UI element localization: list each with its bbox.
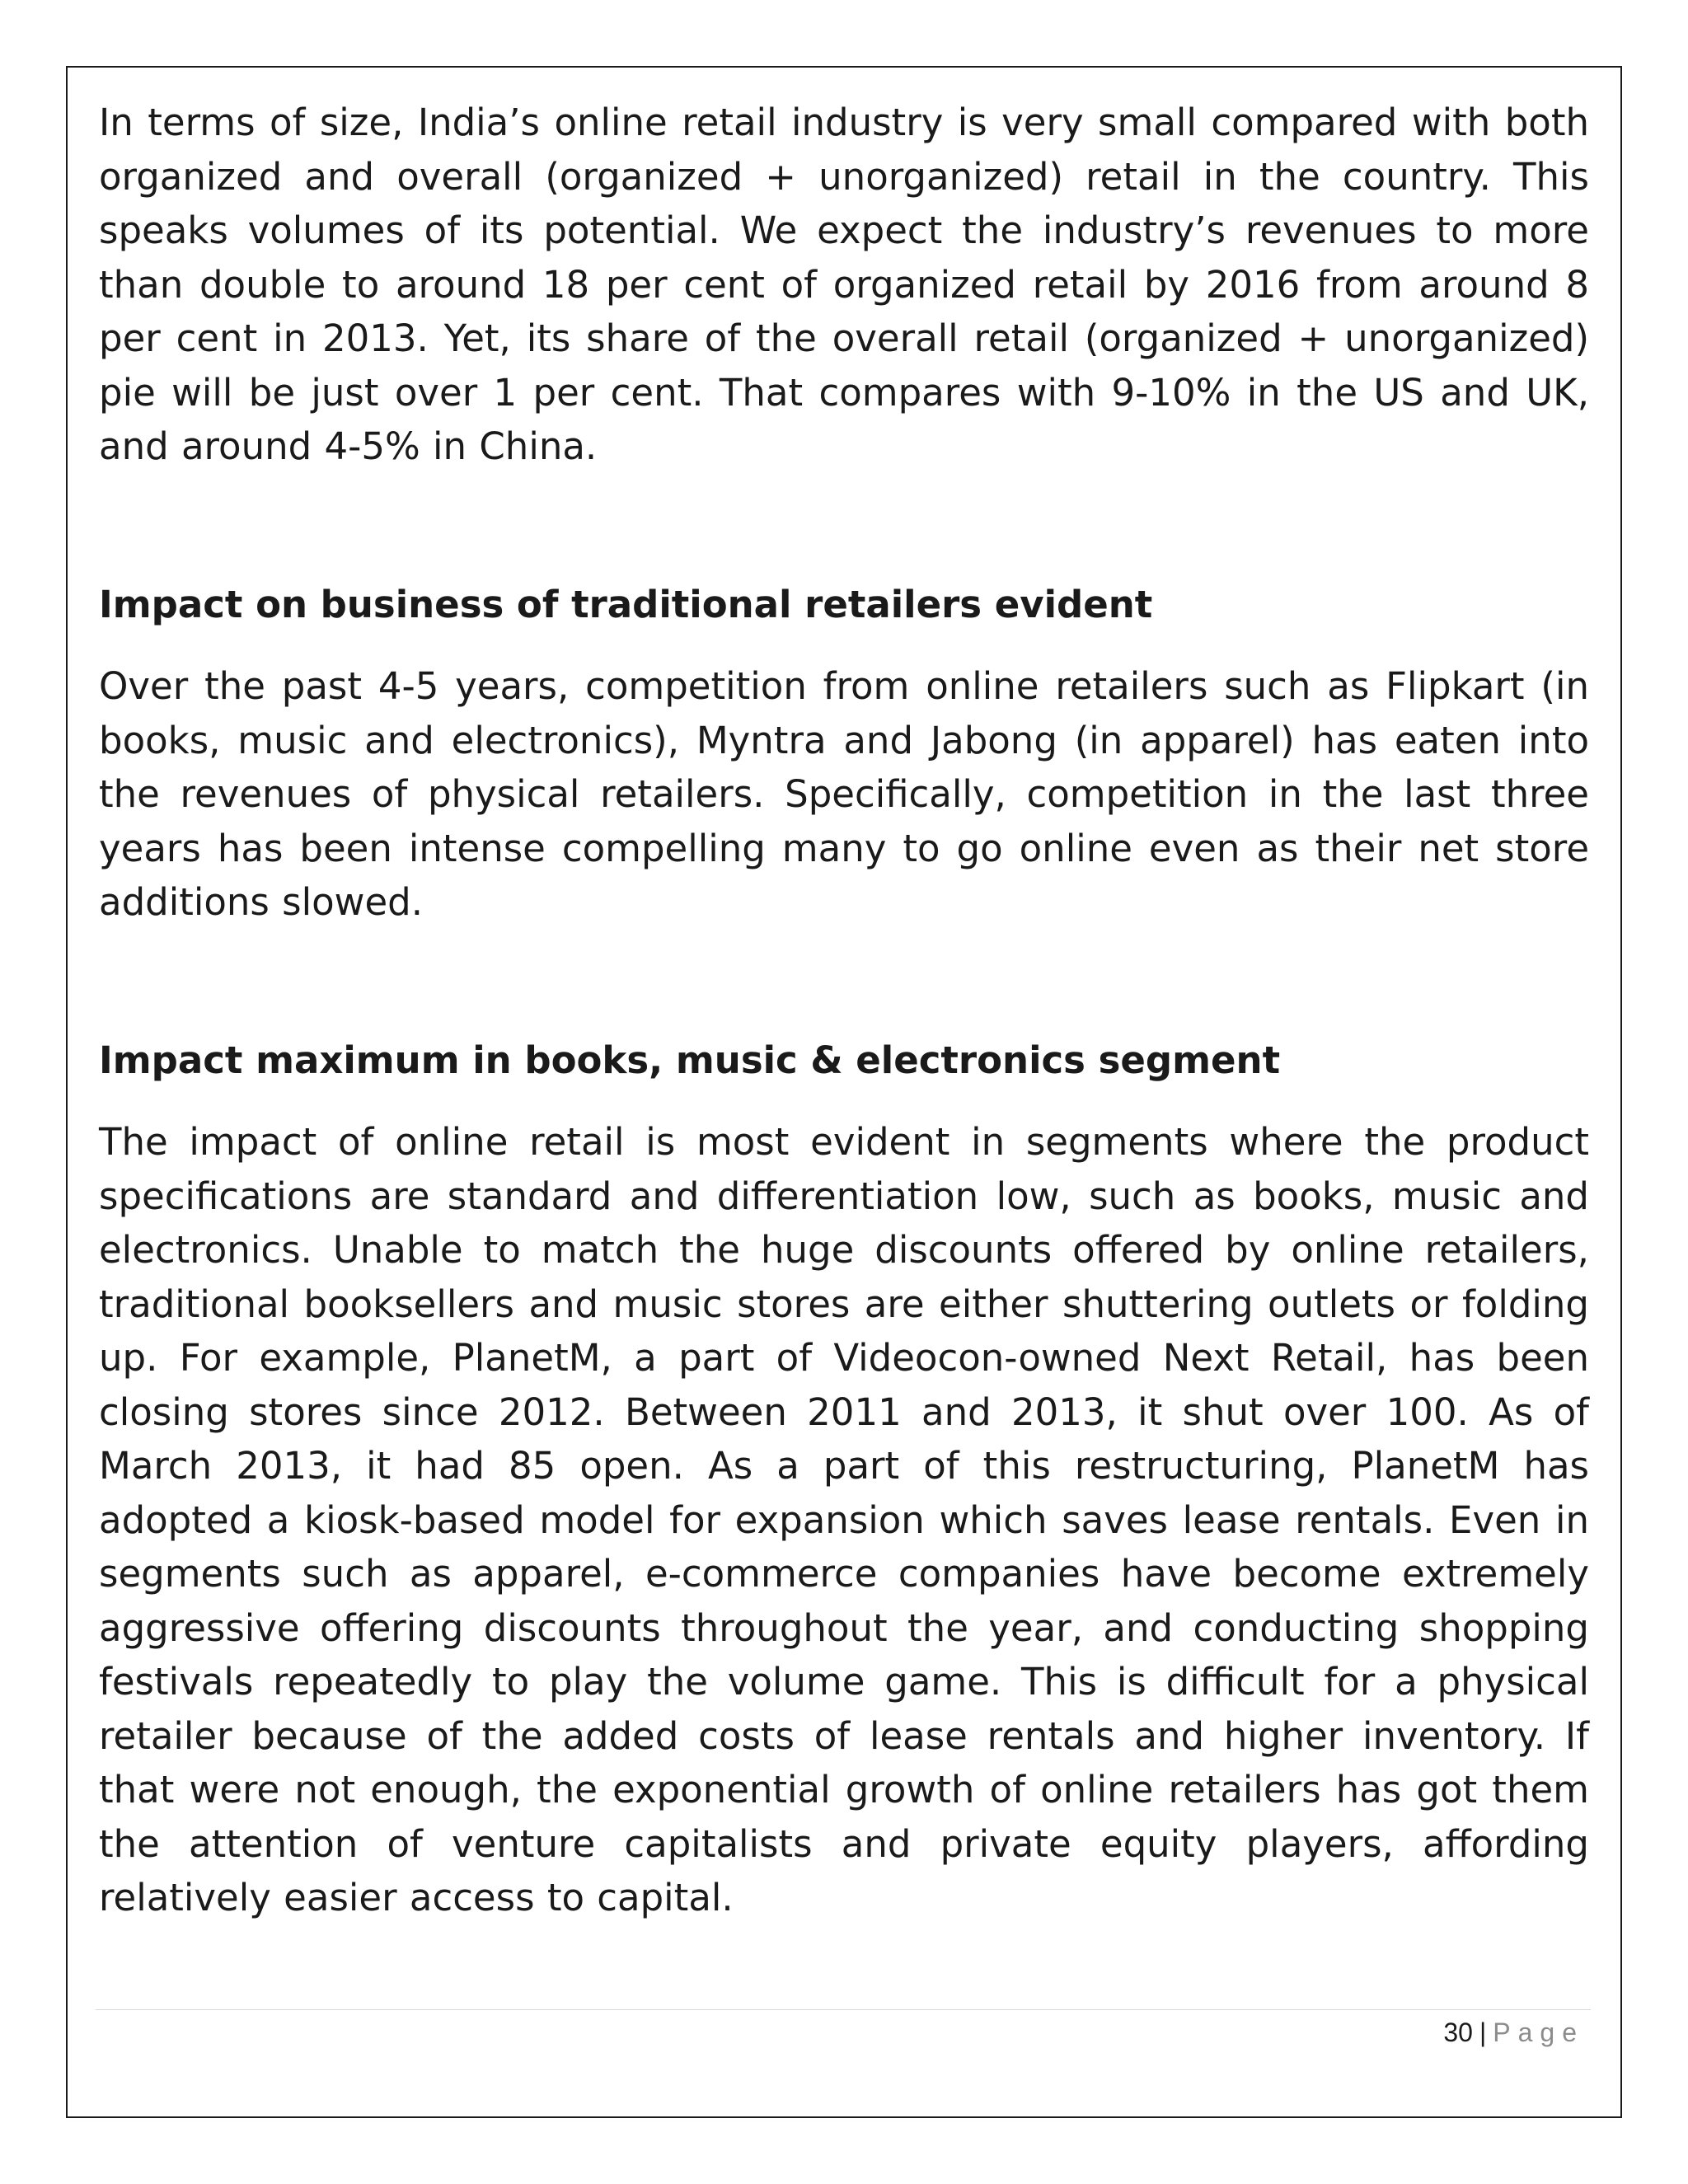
section-heading: Impact maximum in books, music & electronics segment (99, 1038, 1281, 1082)
body-paragraph: In terms of size, India’s online retail industry is very small compared with both organized and overall (organized + unorganized) retail in the country. This speaks volumes of its potential. We expect the industry’s revenues to more than double to around 18 per cent of organized retail by 2016 from around 8 per cent in 2013. Yet, its share of the overall retail (organized + unorganized) pie will be just over 1 per cent. That compares with 9-10% in the US and UK, and around 4-5% in China. (99, 101, 1589, 468)
page-footer (1443, 2016, 1584, 2049)
body-paragraph: The impact of online retail is most evident in segments where the product specifications are standard and differentiation low, such as books, music and electronics. Unable to match the huge discounts offered by online retailers, traditional booksellers and music stores are either shuttering outlets or folding up. For example, PlanetM, a part of Videocon-owned Next Retail, has been closing stores since 2012. Between 2011 and 2013, it shut over 100. As of March 2013, it had 85 open. As a part of this restructuring, PlanetM has adopted a kiosk-based model for expansion which saves lease rentals. Even in segments such as apparel, e-commerce companies have become extremely aggressive offering discounts throughout the year, and conducting shopping festivals repeatedly to play the volume game. This is difficult for a physical retailer because of the added costs of lease rentals and higher inventory. If that were not enough, the exponential growth of online retailers has got them the attention of venture capitalists and private equity players, affording relatively easier access to capital. (99, 1120, 1589, 1919)
page-content (99, 96, 1589, 1925)
page-number: 30 (1443, 2018, 1473, 2047)
section-heading: Impact on business of traditional retailers evident (99, 582, 1153, 626)
footer-divider (96, 2009, 1591, 2010)
body-paragraph: Over the past 4-5 years, competition from online retailers such as Flipkart (in books, music and electronics), Myntra and Jabong (in apparel) has eaten into the revenues of physical retailers. Specifically, competition in the last three years has been intense compelling many to go online even as their net store additions slowed. (99, 664, 1589, 924)
page-label: Page (1493, 2018, 1584, 2047)
footer-separator: | (1479, 2018, 1487, 2047)
